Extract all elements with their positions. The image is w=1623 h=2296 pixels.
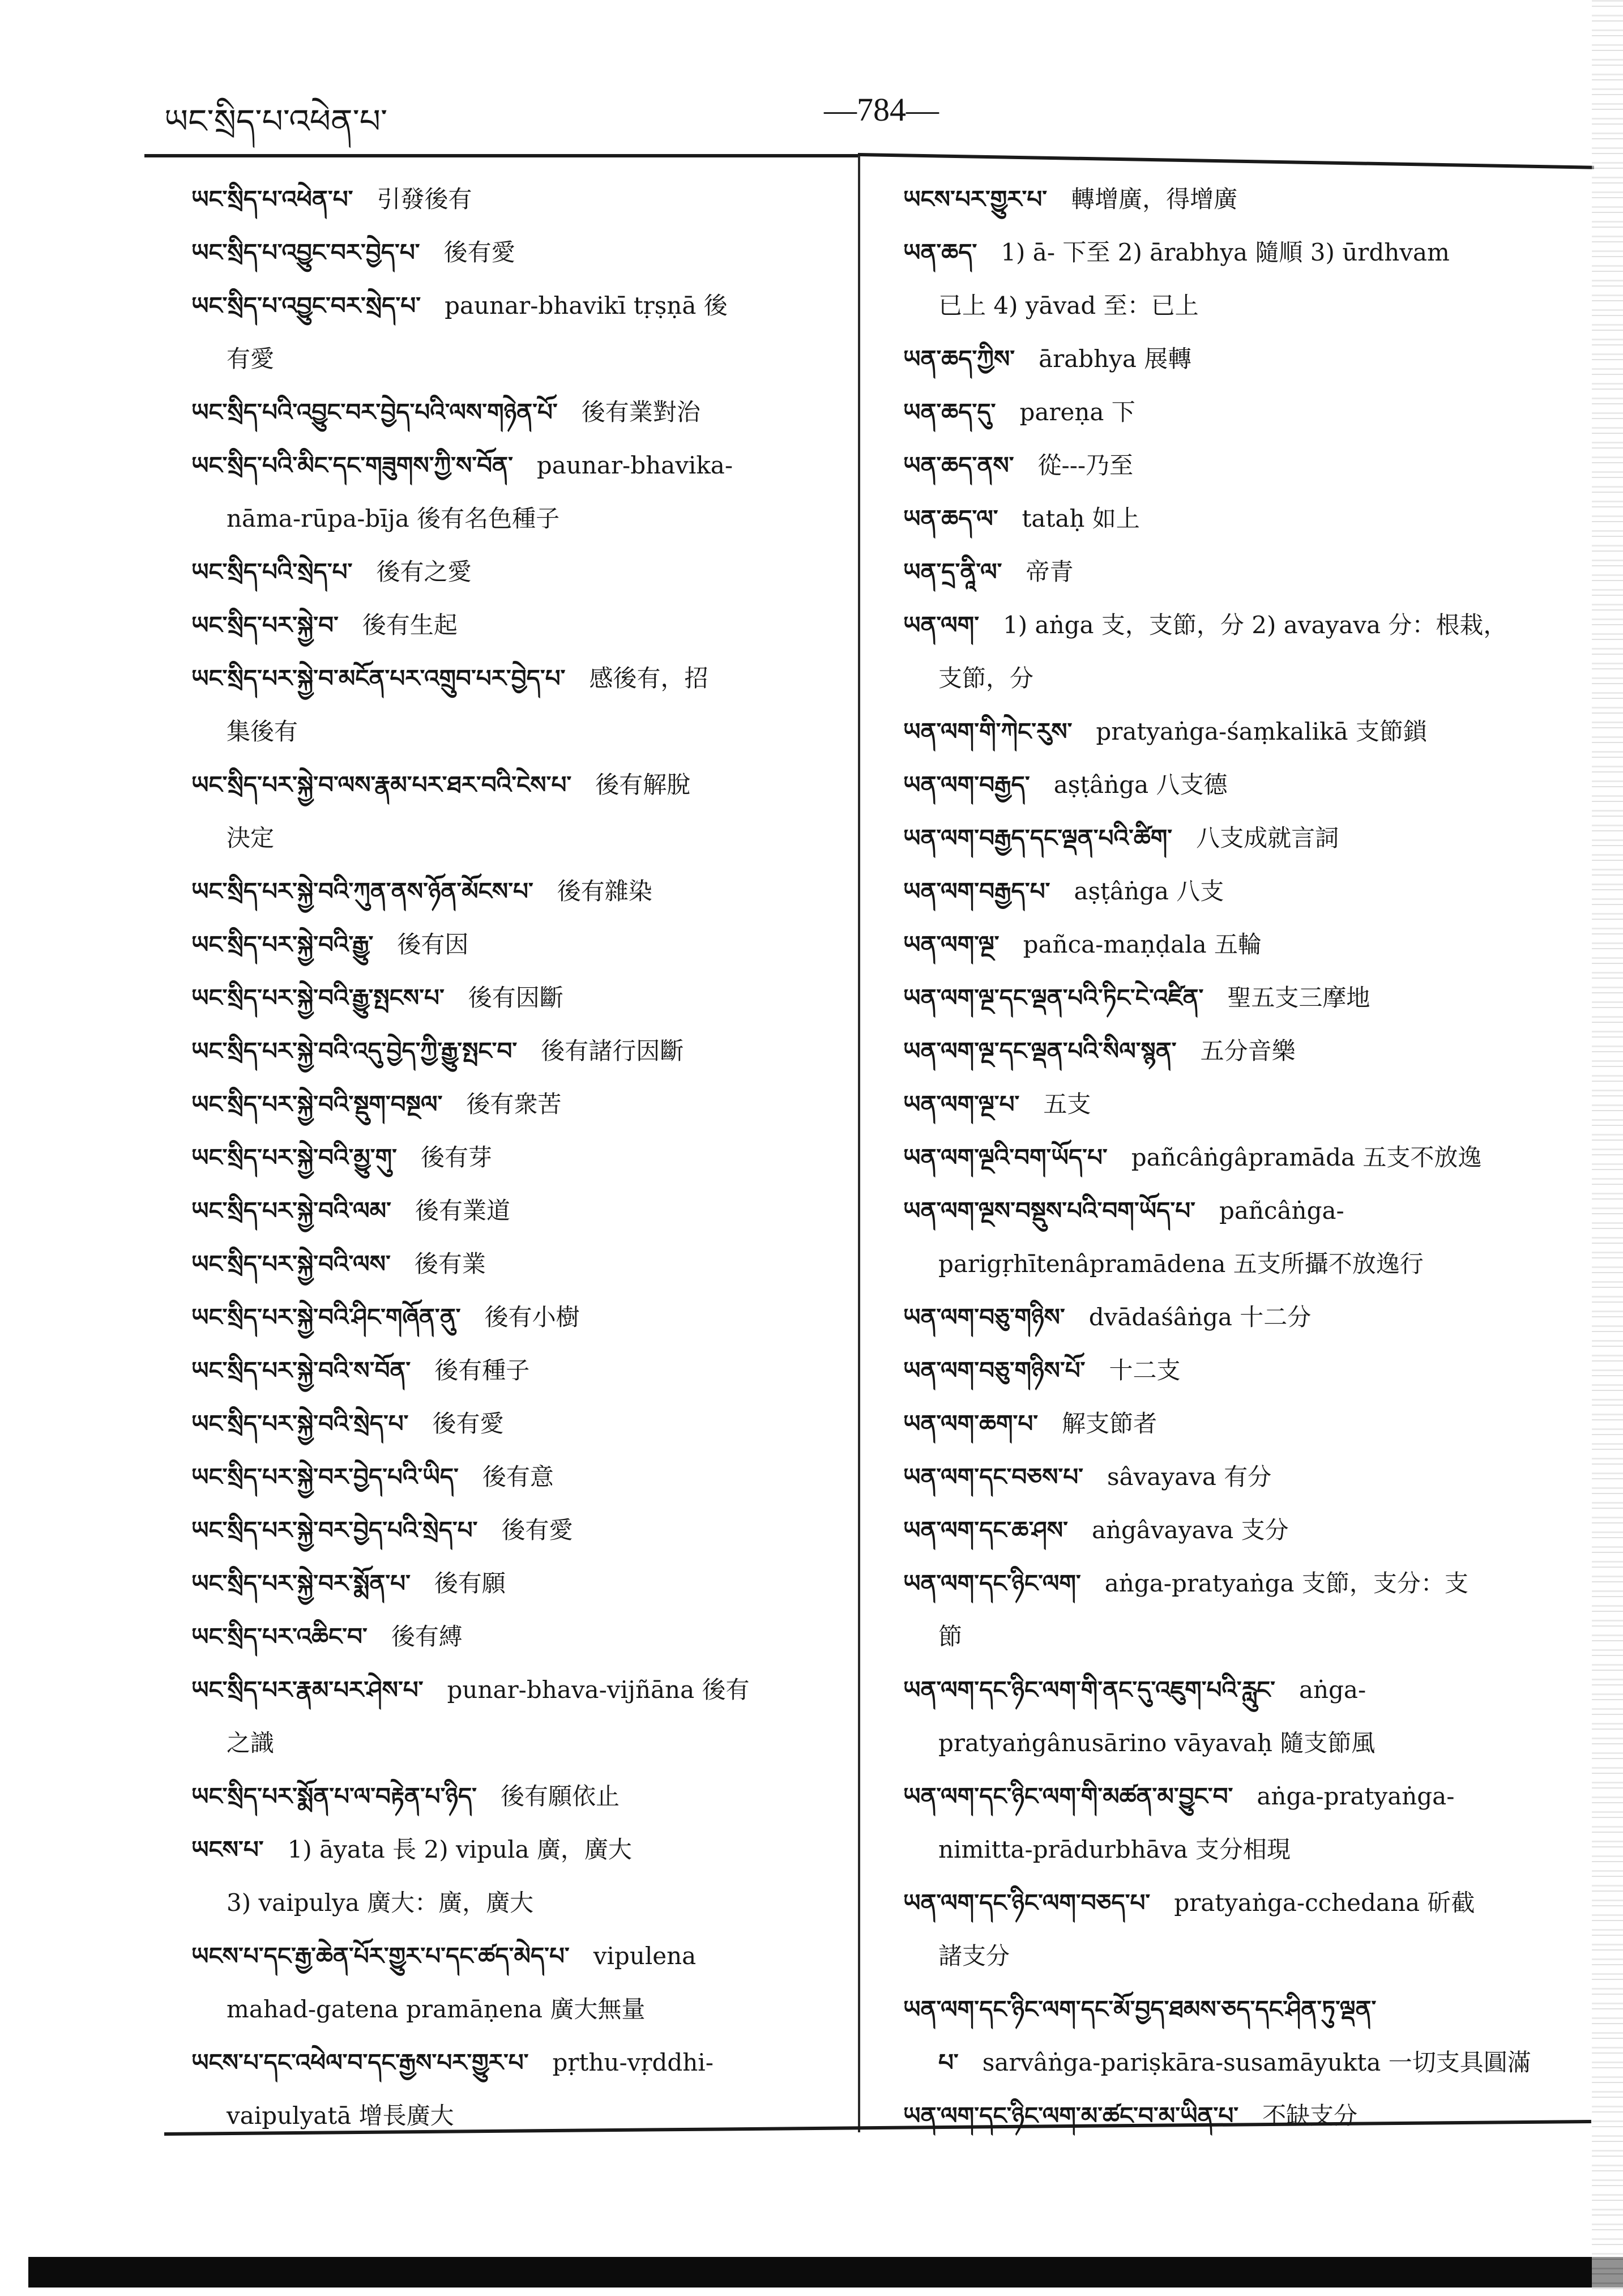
- dictionary-entry: [191, 1291, 854, 1344]
- entry-gloss: 後有意: [482, 1463, 554, 1491]
- scan-edge-shadow: [1592, 0, 1623, 2296]
- entry-gloss: 諸支分: [938, 1942, 1010, 1970]
- tibetan-term: ཡང་སྲིད་པ་འཕེན་པ་: [191, 185, 353, 213]
- dictionary-entry: [191, 652, 854, 705]
- entry-gloss: dvādaśâṅga 十二分: [1088, 1303, 1312, 1331]
- entry-gloss: 後有生起: [362, 611, 458, 639]
- tibetan-term: ཡང་སྲིད་པའི་འབྱུང་བར་བྱེད་པའི་ལས་གཉེན་པོ་: [191, 398, 558, 426]
- top-rule-left: [144, 154, 858, 157]
- entry-gloss: 後有衆苦: [466, 1090, 562, 1118]
- dictionary-entry: [191, 865, 854, 918]
- entry-gloss: aṅga-pratyaṅga 支節，支分：支: [1104, 1569, 1468, 1597]
- entry-gloss: 後有種子: [434, 1356, 530, 1384]
- dictionary-entry: [191, 492, 854, 545]
- tibetan-term: ཡན་ལག་: [903, 611, 980, 639]
- dictionary-entry: [903, 1184, 1586, 1237]
- tibetan-term: ཡན་ལག་བརྒྱད་: [903, 771, 1030, 799]
- dictionary-entry: [191, 758, 854, 812]
- tibetan-term: ཡང་སྲིད་པར་སྐྱེ་བ་ལས་རྣམ་པར་ཐར་བའི་ངེས་པ་: [191, 771, 572, 799]
- entry-gloss: 後有業道: [415, 1197, 510, 1224]
- tibetan-term: ཡན་དྲ་ནཱི་ལ་: [903, 558, 1002, 586]
- tibetan-term: ཡང་སྲིད་པ་འབྱུང་བར་སྲེད་པ་: [191, 292, 421, 319]
- tibetan-term: ཡང་སྲིད་པར་སྐྱེ་བའི་ཤིང་གཞོན་ནུ་: [191, 1303, 461, 1331]
- tibetan-term: ཡན་ལག་བརྒྱད་དང་ལྡན་པའི་ཚིག་: [903, 824, 1173, 852]
- entry-gloss: pratyaṅga-cchedana 斫截: [1174, 1889, 1475, 1917]
- dictionary-entry: [191, 2089, 854, 2143]
- entry-gloss: tataḥ 如上: [1022, 505, 1140, 532]
- entry-gloss: pareṇa 下: [1019, 398, 1135, 426]
- left-column: [191, 173, 854, 2143]
- dictionary-entry: [903, 2089, 1586, 2143]
- entry-gloss: nāma-rūpa-bīja 後有名色種子: [227, 505, 560, 532]
- tibetan-term: ཡང་སྲིད་པར་སྐྱེ་བའི་སྲེད་པ་: [191, 1410, 409, 1437]
- tibetan-term: ཡན་ལག་ལྔ་པ་: [903, 1090, 1020, 1118]
- dictionary-entry: [191, 1504, 854, 1557]
- dictionary-entry: [903, 1610, 1586, 1663]
- dictionary-entry: [903, 1983, 1586, 2036]
- dictionary-entry: [191, 1184, 854, 1237]
- dictionary-entry: [903, 1450, 1586, 1504]
- tibetan-term: ཡན་ཆད་: [903, 238, 977, 266]
- dictionary-entry: [191, 1663, 854, 1717]
- entry-gloss: 從---乃至: [1037, 451, 1134, 479]
- tibetan-term: ཡང་སྲིད་པར་སྐྱེ་བ་: [191, 611, 339, 639]
- dictionary-entry: [191, 1397, 854, 1450]
- running-title: ཡང་སྲིད་པ་འཕེན་པ་: [164, 102, 388, 140]
- dictionary-entry: [191, 173, 854, 226]
- dictionary-entry: [191, 1450, 854, 1504]
- entry-gloss: aṅgâvayava 支分: [1091, 1516, 1289, 1544]
- entry-gloss: paunar-bhavikī tṛṣṇā 後: [445, 292, 728, 319]
- dictionary-entry: [903, 1504, 1586, 1557]
- tibetan-term: ཡང་སྲིད་པར་སྐྱེ་བའི་ལམ་: [191, 1197, 391, 1224]
- dictionary-entry: [191, 226, 854, 279]
- entry-gloss: mahad-gatena pramāṇena 廣大無量: [227, 1995, 646, 2023]
- tibetan-term: ཡན་ལག་བཅུ་གཉིས་: [903, 1303, 1065, 1331]
- entry-gloss: 後有因: [397, 931, 469, 958]
- dictionary-entry: [903, 812, 1586, 865]
- entry-gloss: 後有芽: [420, 1143, 492, 1171]
- tibetan-term: ཡན་ལག་བརྒྱད་པ་: [903, 877, 1050, 905]
- dictionary-entry: [903, 173, 1586, 226]
- entry-gloss: punar-bhava-vijñāna 後有: [447, 1676, 750, 1704]
- dictionary-entry: [903, 545, 1586, 599]
- dictionary-entry: [903, 1344, 1586, 1397]
- entry-gloss: pañcâṅga-: [1219, 1197, 1344, 1224]
- entry-gloss: aṣṭâṅga 八支德: [1053, 771, 1228, 799]
- tibetan-term: ཡང་སྲིད་པར་སྐྱེ་བར་སྨོན་པ་: [191, 1569, 411, 1597]
- tibetan-term: ཡང་སྲིད་པར་རྣམ་པར་ཤེས་པ་: [191, 1676, 424, 1704]
- tibetan-term: ཡན་ཆད་ནས་: [903, 451, 1014, 479]
- dictionary-entry: [903, 279, 1586, 332]
- tibetan-term: ཡན་ལག་དང་ཉིང་ལག་གི་མཚན་མ་བྱུང་བ་: [903, 1782, 1233, 1810]
- entry-gloss: 之識: [227, 1729, 275, 1757]
- scan-bottom-band: [28, 2257, 1623, 2288]
- entry-gloss: 1) aṅga 支，支節，分 2) avayava 分：根栽，: [1003, 611, 1507, 639]
- entry-gloss: vipulena: [593, 1942, 697, 1970]
- entry-gloss: aṅga-pratyaṅga-: [1257, 1782, 1455, 1810]
- tibetan-term: ཡང་སྲིད་པར་སྐྱེ་བར་བྱེད་པའི་ཡིད་: [191, 1463, 459, 1491]
- dictionary-entry: [903, 1078, 1586, 1131]
- tibetan-term: ཡན་ལག་དང་ཉིང་ལག་བཅད་པ་: [903, 1889, 1151, 1917]
- tibetan-term: ཡངས་པ་དང་རྒྱ་ཆེན་པོར་གྱུར་པ་དང་ཚད་མེད་པ་: [191, 1942, 570, 1970]
- entry-gloss: 轉增廣，得增廣: [1071, 185, 1238, 213]
- dictionary-entry: [903, 1397, 1586, 1450]
- dictionary-entry: [903, 1291, 1586, 1344]
- dictionary-entry: [903, 439, 1586, 492]
- dictionary-entry: [191, 332, 854, 386]
- dictionary-entry: [191, 1025, 854, 1078]
- tibetan-term: ཡང་སྲིད་པར་སྐྱེ་བར་བྱེད་པའི་སྲེད་པ་: [191, 1516, 478, 1544]
- dictionary-entry: [191, 1557, 854, 1610]
- tibetan-term: ཡང་སྲིད་པར་སྐྱེ་བའི་རྒྱུ་: [191, 931, 374, 958]
- tibetan-term: ཡང་སྲིད་པར་སྐྱེ་བའི་ཀུན་ནས་ཉོན་མོངས་པ་: [191, 877, 533, 905]
- dictionary-entry: [191, 1770, 854, 1823]
- entry-gloss: 有愛: [227, 345, 275, 373]
- tibetan-term: པ་: [938, 2049, 959, 2076]
- entry-gloss: 後有業: [414, 1250, 486, 1278]
- tibetan-term: ཡན་ལག་ལྔ་དང་ལྡན་པའི་སིལ་སྙན་: [903, 1037, 1177, 1065]
- entry-gloss: vaipulyatā 增長廣大: [227, 2102, 454, 2129]
- tibetan-term: ཡངས་པ་: [191, 1836, 264, 1863]
- entry-gloss: 後有愛: [443, 238, 515, 266]
- tibetan-term: ཡན་ལག་ལྔ་དང་ལྡན་པའི་ཏིང་ངེ་འཛིན་: [903, 984, 1204, 1012]
- dictionary-entry: [191, 705, 854, 758]
- dictionary-entry: [903, 386, 1586, 439]
- tibetan-term: ཡན་ལག་གི་ཀེང་རུས་: [903, 718, 1073, 745]
- dictionary-entry: [191, 386, 854, 439]
- dictionary-entry: [903, 1025, 1586, 1078]
- dictionary-entry: [903, 705, 1586, 758]
- dictionary-entry: [903, 1717, 1586, 1770]
- dictionary-entry: [903, 226, 1586, 279]
- entry-gloss: 後有雜染: [557, 877, 652, 905]
- entry-gloss: pratyaṅgânusārino vāyavaḥ 隨支節風: [938, 1729, 1376, 1757]
- entry-gloss: 後有業對治: [581, 398, 701, 426]
- entry-gloss: 感後有，招: [589, 664, 708, 692]
- dictionary-entry: [191, 812, 854, 865]
- entry-gloss: nimitta-prādurbhāva 支分相現: [938, 1836, 1291, 1863]
- tibetan-term: ཡང་སྲིད་པར་སྐྱེ་བའི་འདུ་བྱེད་ཀྱི་རྒྱུ་སྤང་བ་: [191, 1037, 518, 1065]
- dictionary-entry: [191, 1131, 854, 1184]
- dictionary-entry: [191, 1930, 854, 1983]
- dictionary-entry: [903, 1557, 1586, 1610]
- page-number: —784—: [824, 91, 939, 128]
- entry-gloss: 引發後有: [377, 185, 472, 213]
- dictionary-entry: [903, 1663, 1586, 1717]
- tibetan-term: ཡན་ལག་དང་བཅས་པ་: [903, 1463, 1083, 1491]
- dictionary-entry: [903, 971, 1586, 1025]
- entry-gloss: 支節，分: [938, 664, 1034, 692]
- tibetan-term: ཡན་ལག་དང་ཉིང་ལག་དང་མོ་བྱད་ཐམས་ཅད་དང་ཤིན་ཏུ་ལྡན་: [903, 1995, 1377, 2023]
- entry-gloss: 十二支: [1109, 1356, 1181, 1384]
- tibetan-term: ཡང་སྲིད་པར་སྐྱེ་བ་མངོན་པར་འགྲུབ་པར་བྱེད་པ་: [191, 664, 566, 692]
- column-divider: [858, 156, 860, 2132]
- entry-gloss: 後有小樹: [484, 1303, 580, 1331]
- tibetan-term: ཡང་སྲིད་པར་སྐྱེ་བའི་ལས་: [191, 1250, 391, 1278]
- dictionary-entry: [903, 1930, 1586, 1983]
- entry-gloss: 決定: [227, 824, 275, 852]
- dictionary-entry: [903, 492, 1586, 545]
- tibetan-term: ཡང་སྲིད་པ་འབྱུང་བར་བྱེད་པ་: [191, 238, 420, 266]
- entry-gloss: sâvayava 有分: [1107, 1463, 1272, 1491]
- dictionary-entry: [903, 2036, 1586, 2089]
- dictionary-entry: [191, 1983, 854, 2036]
- dictionary-entry: [191, 439, 854, 492]
- tibetan-term: ཡན་ལག་དང་ཉིང་ལག་མ་ཚང་བ་མ་ཡིན་པ་: [903, 2102, 1239, 2129]
- tibetan-term: ཡན་ཆད་ཀྱིས་: [903, 345, 1015, 373]
- tibetan-term: ཡན་ལག་དང་ཉིང་ལག་: [903, 1569, 1081, 1597]
- dictionary-entry: [191, 2036, 854, 2089]
- entry-gloss: 後有願依止: [501, 1782, 620, 1810]
- entry-gloss: 後有諸行因斷: [541, 1037, 684, 1065]
- tibetan-term: ཡང་སྲིད་པར་སྐྱེ་བའི་རྒྱུ་སྤངས་པ་: [191, 984, 445, 1012]
- entry-gloss: 後有願: [434, 1569, 506, 1597]
- dictionary-entry: [191, 1610, 854, 1663]
- dictionary-entry: [191, 599, 854, 652]
- dictionary-entry: [903, 1823, 1586, 1876]
- entry-gloss: pṛthu-vṛddhi-: [552, 2049, 714, 2076]
- top-rule-right: [858, 153, 1594, 169]
- entry-gloss: 後有縛: [391, 1623, 463, 1650]
- entry-gloss: sarvâṅga-pariṣkāra-susamāyukta 一切支具圓滿: [982, 2049, 1531, 2076]
- tibetan-term: ཡང་སྲིད་པའི་མིང་དང་གཟུགས་ཀྱི་ས་བོན་: [191, 451, 513, 479]
- entry-gloss: aṅga-: [1299, 1676, 1366, 1704]
- tibetan-term: ཡན་ལག་དང་ཆ་ཤས་: [903, 1516, 1068, 1544]
- entry-gloss: 集後有: [227, 718, 298, 745]
- entry-gloss: 後有解脫: [595, 771, 691, 799]
- dictionary-entry: [191, 1344, 854, 1397]
- dictionary-entry: [903, 599, 1586, 652]
- entry-gloss: pañcâṅgâpramāda 五支不放逸: [1131, 1143, 1482, 1171]
- tibetan-term: ཡང་སྲིད་པར་སྐྱེ་བའི་མྱུ་གུ་: [191, 1143, 397, 1171]
- tibetan-term: ཡང་སྲིད་པའི་སྲེད་པ་: [191, 558, 353, 586]
- entry-gloss: 後有因斷: [468, 984, 563, 1012]
- entry-gloss: 已上 4) yāvad 至：已上: [938, 292, 1199, 319]
- dictionary-entry: [191, 1823, 854, 1876]
- entry-gloss: parigṛhītenâpramādena 五支所攝不放逸行: [938, 1250, 1424, 1278]
- entry-gloss: pañca-maṇḍala 五輪: [1023, 931, 1262, 958]
- tibetan-term: ཡན་ལག་ལྔས་བསྡུས་པའི་བག་ཡོད་པ་: [903, 1197, 1195, 1224]
- tibetan-term: ཡན་ལག་དང་ཉིང་ལག་གི་ནང་དུ་འཇུག་པའི་རླུང་: [903, 1676, 1275, 1704]
- tibetan-term: ཡན་ལག་བཅུ་གཉིས་པོ་: [903, 1356, 1086, 1384]
- entry-gloss: 五支: [1043, 1090, 1091, 1118]
- dictionary-entry: [903, 652, 1586, 705]
- dictionary-entry: [191, 1876, 854, 1930]
- entry-gloss: ārabhya 展轉: [1039, 345, 1192, 373]
- entry-gloss: aṣṭâṅga 八支: [1074, 877, 1224, 905]
- dictionary-entry: [903, 1876, 1586, 1930]
- tibetan-term: ཡང་སྲིད་པར་སྐྱེ་བའི་ས་བོན་: [191, 1356, 411, 1384]
- entry-gloss: 1) āyata 長 2) vipula 廣，廣大: [287, 1836, 632, 1863]
- entry-gloss: 八支成就言詞: [1196, 824, 1339, 852]
- entry-gloss: 後有愛: [501, 1516, 573, 1544]
- dictionary-entry: [191, 1078, 854, 1131]
- entry-gloss: 不缺支分: [1262, 2102, 1358, 2129]
- tibetan-term: ཡན་ལག་ཆག་པ་: [903, 1410, 1039, 1437]
- tibetan-term: ཡང་སྲིད་པར་འཆིང་བ་: [191, 1623, 368, 1650]
- right-column: [903, 173, 1586, 2143]
- dictionary-entry: [903, 332, 1586, 386]
- dictionary-entry: [903, 758, 1586, 812]
- entry-gloss: 聖五支三摩地: [1227, 984, 1370, 1012]
- tibetan-term: ཡན་ཆད་ལ་: [903, 505, 998, 532]
- dictionary-entry: [903, 1770, 1586, 1823]
- entry-gloss: 1) ā- 下至 2) ārabhya 隨順 3) ūrdhvam: [1001, 238, 1450, 266]
- entry-gloss: pratyaṅga-śaṃkalikā 支節鎖: [1096, 718, 1427, 745]
- tibetan-term: ཡང་སྲིད་པར་སྐྱེ་བའི་སྡུག་བསྔལ་: [191, 1090, 443, 1118]
- dictionary-entry: [903, 918, 1586, 971]
- dictionary-entry: [191, 918, 854, 971]
- dictionary-entry: [191, 279, 854, 332]
- entry-gloss: paunar-bhavika-: [536, 451, 733, 479]
- entry-gloss: 後有之愛: [376, 558, 472, 586]
- dictionary-entry: [191, 1237, 854, 1291]
- tibetan-term: ཡན་ལག་ལྔའི་བག་ཡོད་པ་: [903, 1143, 1108, 1171]
- tibetan-term: ཡངས་པར་གྱུར་པ་: [903, 185, 1048, 213]
- entry-gloss: 帝青: [1026, 558, 1074, 586]
- tibetan-term: ཡང་སྲིད་པར་སྨོན་པ་ལ་བརྟེན་པ་ཉིད་: [191, 1782, 477, 1810]
- dictionary-entry: [903, 1131, 1586, 1184]
- entry-gloss: 五分音樂: [1200, 1037, 1296, 1065]
- entry-gloss: 3) vaipulya 廣大：廣，廣大: [227, 1889, 534, 1917]
- dictionary-entry: [191, 971, 854, 1025]
- tibetan-term: ཡན་ཆད་དུ་: [903, 398, 996, 426]
- dictionary-entry: [191, 545, 854, 599]
- tibetan-term: ཡན་ལག་ལྔ་: [903, 931, 1000, 958]
- dictionary-entry: [903, 1237, 1586, 1291]
- entry-gloss: 解支節者: [1062, 1410, 1158, 1437]
- tibetan-term: ཡངས་པ་དང་འཕེལ་བ་དང་རྒྱས་པར་གྱུར་པ་: [191, 2049, 529, 2076]
- entry-gloss: 後有愛: [432, 1410, 504, 1437]
- entry-gloss: 節: [938, 1623, 963, 1650]
- dictionary-entry: [903, 865, 1586, 918]
- dictionary-entry: [191, 1717, 854, 1770]
